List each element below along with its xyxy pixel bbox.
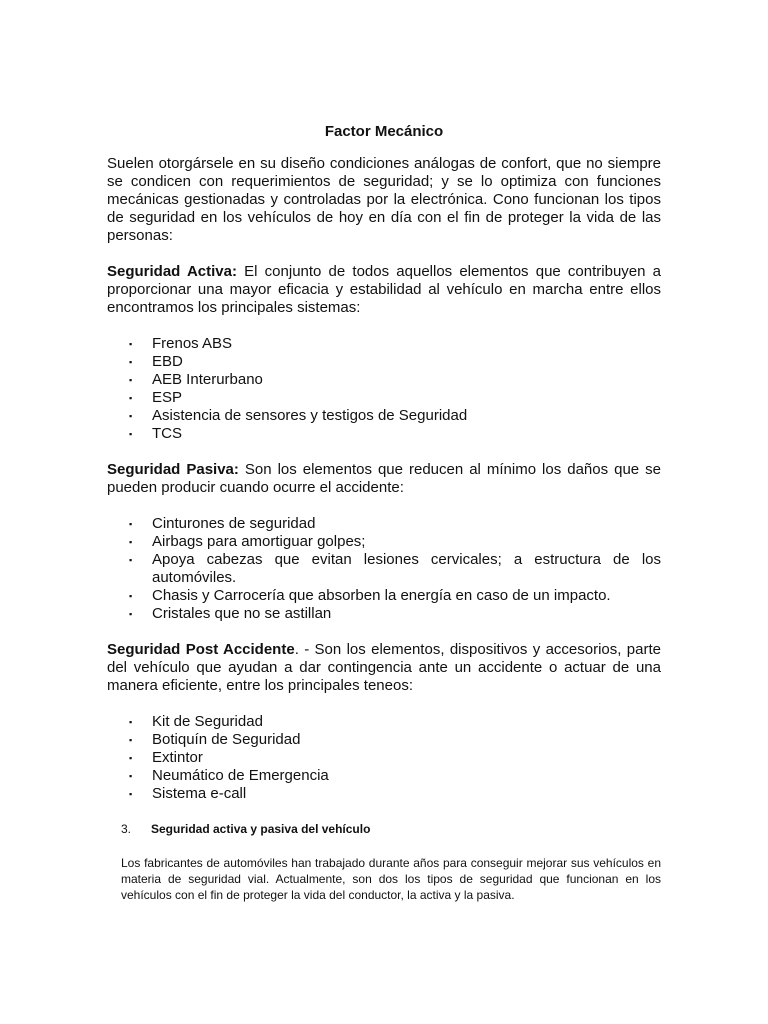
section-3-paragraph: Los fabricantes de automóviles han trabajado durante años para conseguir mejorar sus vehículos en materia de seguridad vial. Actualmente, son dos los tipos de seguridad que funcionan en los vehículos con el fin de proteger la vida del conductor, la activa y la pasiva.: [121, 856, 661, 902]
section-number: 3.: [121, 822, 132, 836]
bullet-icon: ▪: [129, 789, 133, 799]
passive-safety-list: [107, 515, 661, 623]
bullet-icon: ▪: [129, 609, 133, 619]
post-accident-text: . - Son los elementos, dispositivos y accesorios, parte del vehículo que ayudan a dar contingencia ante un accidente o actuar de una manera eficiente, entre los principales teneos:: [107, 641, 661, 694]
list-item: ▪ Sistema e-call: [129, 785, 247, 802]
post-accident-label: Seguridad Post Accidente: [107, 641, 295, 658]
list-item: ▪ Apoya cabezas que evitan lesiones cervicales; a estructura de los automóviles.: [129, 551, 661, 586]
bullet-icon: ▪: [129, 555, 133, 565]
bullet-icon: ▪: [129, 519, 133, 529]
post-accident-paragraph: [107, 641, 661, 695]
passive-safety-label: Seguridad Pasiva:: [107, 461, 239, 478]
bullet-icon: ▪: [129, 393, 133, 403]
bullet-icon: ▪: [129, 735, 133, 745]
bullet-icon: ▪: [129, 537, 133, 547]
active-safety-label: Seguridad Activa:: [107, 263, 237, 280]
bullet-icon: ▪: [129, 429, 133, 439]
list-item: ▪ Neumático de Emergencia: [129, 767, 329, 784]
active-safety-list: [107, 335, 661, 443]
list-item: ▪ Chasis y Carrocería que absorben la energía en caso de un impacto.: [129, 587, 611, 604]
passive-safety-text: Son los elementos que reducen al mínimo los daños que se pueden producir cuando ocurre el accidente:: [107, 461, 661, 496]
document-title: Factor Mecánico: [324, 123, 444, 140]
bullet-icon: ▪: [129, 357, 133, 367]
bullet-icon: ▪: [129, 339, 133, 349]
list-item: ▪ Botiquín de Seguridad: [129, 731, 301, 748]
list-item: ▪ Cinturones de seguridad: [129, 515, 316, 532]
bullet-icon: ▪: [129, 375, 133, 385]
list-item: ▪ TCS: [129, 425, 182, 442]
list-item: ▪ Cristales que no se astillan: [129, 605, 332, 622]
active-safety-paragraph: [107, 263, 661, 317]
section-3-heading: [107, 821, 661, 837]
list-item: ▪ Kit de Seguridad: [129, 713, 263, 730]
list-item: ▪ Frenos ABS: [129, 335, 233, 352]
bullet-icon: ▪: [129, 753, 133, 763]
intro-paragraph: Suelen otorgársele en su diseño condiciones análogas de confort, que no siempre se condicen con requerimientos de seguridad; y se lo optimiza con funciones mecánicas gestionadas y controladas por la electrónica. Cono funcionan los tipos de seguridad en los vehículos de hoy en día con el fin de proteger la vida de las personas:: [107, 155, 661, 244]
active-safety-text: El conjunto de todos aquellos elementos que contribuyen a proporcionar una mayor eficacia y estabilidad al vehículo en marcha entre ellos encontramos los principales sistemas:: [107, 263, 661, 316]
list-item: ▪ Asistencia de sensores y testigos de Seguridad: [129, 407, 468, 424]
bullet-icon: ▪: [129, 591, 133, 601]
bullet-icon: ▪: [129, 411, 133, 421]
list-item: ▪ ESP: [129, 389, 183, 406]
list-item: ▪ EBD: [129, 353, 183, 370]
section-title: Seguridad activa y pasiva del vehículo: [151, 822, 371, 836]
list-item: ▪ Airbags para amortiguar golpes;: [129, 533, 366, 550]
post-accident-list: [107, 713, 661, 803]
bullet-icon: ▪: [129, 771, 133, 781]
bullet-icon: ▪: [129, 717, 133, 727]
list-item: ▪ Extintor: [129, 749, 203, 766]
list-item: ▪ AEB Interurbano: [129, 371, 263, 388]
document-page: [107, 123, 661, 903]
passive-safety-paragraph: [107, 461, 661, 497]
